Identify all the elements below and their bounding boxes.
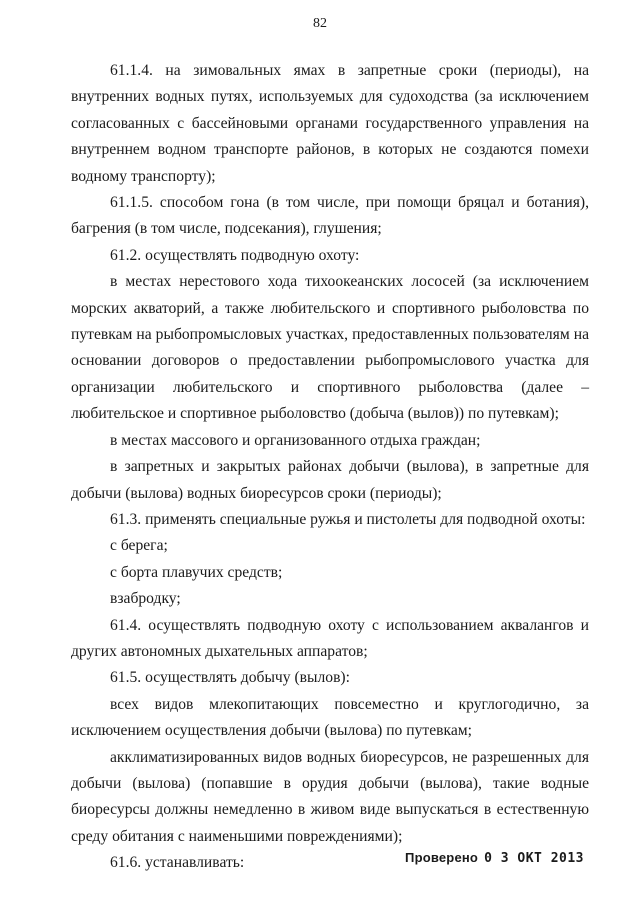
paragraph-61-5: 61.5. осуществлять добычу (вылов): — [110, 669, 350, 687]
verification-stamp — [405, 850, 584, 866]
paragraph-acclimatized: акклиматизированных видов водных биоресурсов, не разрешенных для добычи (вылова) (попавшие в орудия добычи (вылова), такие водные биоресурсы должны немедленно в живом виде выпускаться в естественную среду обитания с наименьшими повреждениями); — [71, 748, 589, 845]
paragraph-61-2: 61.2. осуществлять подводную охоту: — [110, 246, 360, 264]
paragraph-61-1-4: 61.1.4. на зимовальных ямах в запретные сроки (периоды), на внутренних водных путях, используемых для судоходства (за исключением согласованных с бассейновыми органами государственного управления на внутреннем водном транспорте районов, в которых не создаются помехи водному транспорту); — [71, 62, 589, 185]
paragraph-spawning-places: в местах нерестового хода тихоокеанских лососей (за исключением морских акваторий, а также любительского и спортивного рыболовства по путевкам на рыбопромысловых участках, предоставленных пользователям на основании договоров о предоставлении рыбопромыслового участка для организации любительского и спортивного рыболовства (далее – любительское и спортивное рыболовство (добыча (вылов)) по путевкам); — [71, 273, 589, 423]
paragraph-recreation-places: в местах массового и организованного отдыха граждан; — [110, 431, 481, 449]
paragraph-from-shore: с берега; — [110, 537, 168, 555]
paragraph-restricted-areas: в запретных и закрытых районах добычи (вылова), в запретные для добычи (вылова) водных биоресурсов сроки (периоды); — [71, 458, 589, 502]
paragraph-61-1-5: 61.1.5. способом гона (в том числе, при помощи бряцал и ботания), багрения (в том числе, подсекания), глушения; — [71, 194, 589, 238]
paragraph-from-boat: с борта плавучих средств; — [110, 563, 283, 581]
page-number: 82 — [313, 16, 327, 31]
paragraph-61-4: 61.4. осуществлять подводную охоту с использованием аквалангов и других автономных дыхательных аппаратов; — [71, 616, 589, 660]
paragraph-61-6: 61.6. устанавливать: — [110, 854, 245, 872]
verified-date-stamp: 0 3 ОКТ 2013 — [484, 851, 584, 866]
verified-label: Проверено — [405, 850, 479, 865]
paragraph-mammals: всех видов млекопитающих повсеместно и круглогодично, за исключением осуществления добычи (вылова) по путевкам; — [71, 695, 589, 740]
paragraph-61-3: 61.3. применять специальные ружья и пистолеты для подводной охоты: — [110, 510, 586, 528]
document-body — [71, 58, 589, 877]
paragraph-wading: взабродку; — [110, 590, 181, 608]
